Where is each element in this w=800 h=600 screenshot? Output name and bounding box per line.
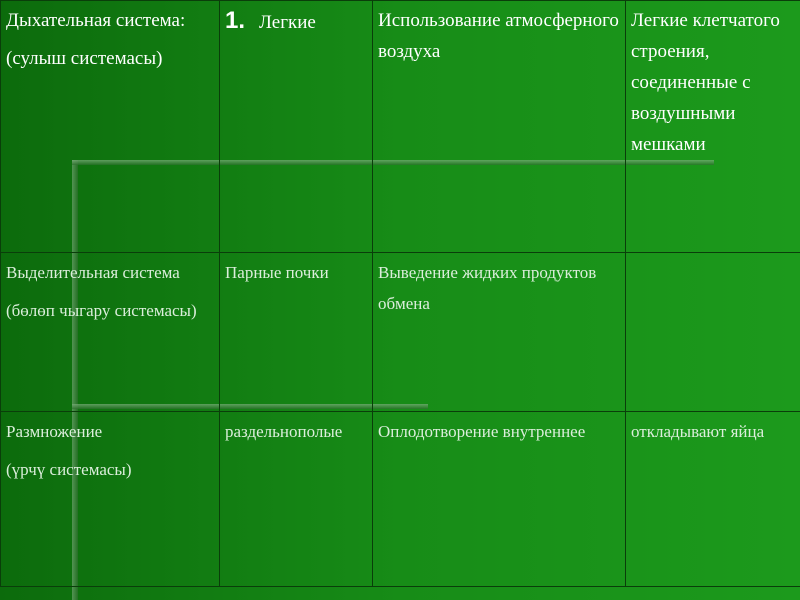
- cell-text: Оплодотворение внутреннее: [378, 422, 586, 441]
- cell-text: Легкие: [259, 12, 316, 33]
- cell-text: откладывают яйца: [631, 422, 765, 441]
- table-cell: [220, 1, 373, 253]
- table-cell: [1, 253, 220, 412]
- cell-text: (бөлөп чыгару системасы): [6, 301, 197, 320]
- table-cell: [1, 1, 220, 253]
- cell-text: Размножение: [6, 422, 103, 441]
- cell-text: (сулыш системасы): [6, 48, 163, 69]
- table-cell: [220, 253, 373, 412]
- table-cell: [1, 412, 220, 587]
- table-cell: [373, 253, 626, 412]
- table-cell: [626, 1, 800, 253]
- table-row: [1, 1, 800, 253]
- cell-text: Выделительная система: [6, 263, 180, 282]
- cell-text: Использование атмосферного воздуха: [378, 10, 619, 62]
- table-row: [1, 253, 800, 412]
- list-number: 1.: [225, 7, 246, 34]
- cell-text: (үрчү системасы): [6, 460, 132, 479]
- cell-text: Парные почки: [225, 263, 329, 282]
- table-cell: [626, 253, 800, 412]
- cell-text: Выведение жидких продуктов обмена: [378, 263, 597, 313]
- table-row: [1, 412, 800, 587]
- table-cell: [373, 1, 626, 253]
- table-cell: [626, 412, 800, 587]
- table-cell: [373, 412, 626, 587]
- cell-text: Дыхательная система:: [6, 10, 186, 31]
- table-cell: [220, 412, 373, 587]
- cell-text: Легкие клетчатого строения, соединенные с воздушными мешками: [631, 10, 780, 155]
- cell-text: раздельнополые: [225, 422, 343, 441]
